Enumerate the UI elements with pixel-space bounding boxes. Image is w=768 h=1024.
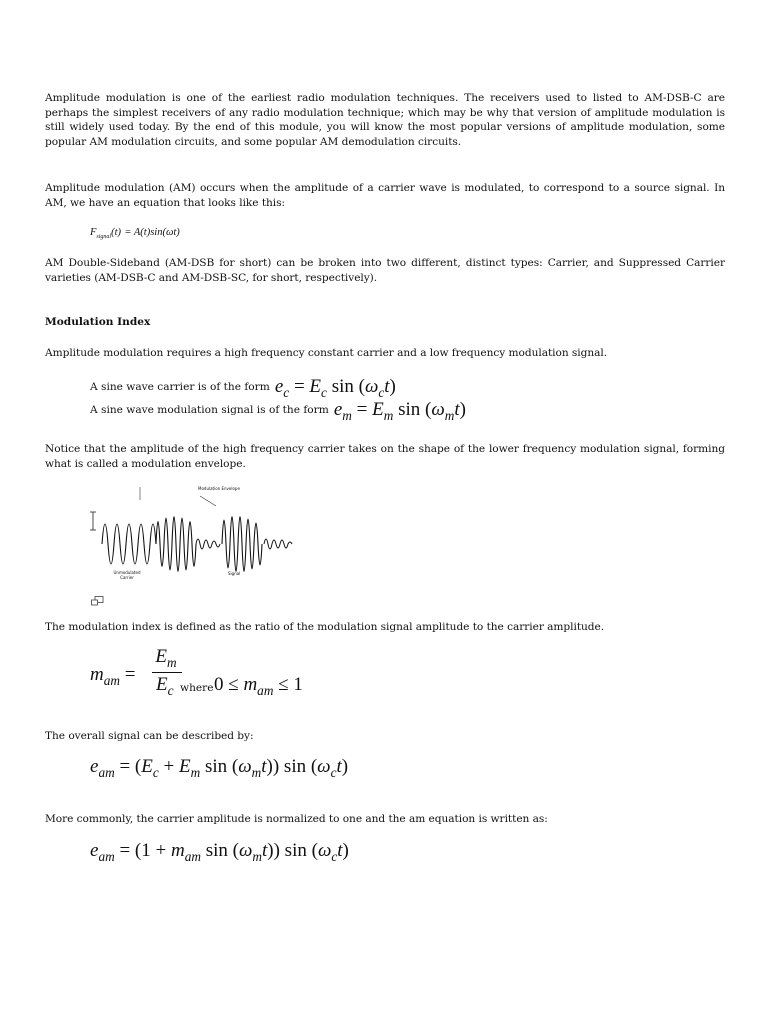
figure-label-signal: Signal: [228, 571, 241, 576]
am-definition-paragraph: Amplitude modulation (AM) occurs when the amplitude of a carrier wave is modulated, to correspond to a source signal. In AM, we have an equation that looks like this:: [45, 182, 725, 209]
section-heading: Modulation Index: [45, 316, 151, 328]
modulation-envelope-figure: [88, 484, 298, 584]
overall-signal-equation: $e_{am} = (E_c + E_m$ $\sin (\omega_mt)$) $\sin (\omega_ct)$: [90, 756, 349, 780]
index-where-word: where: [180, 682, 214, 694]
signal-eq-symbol: F: [90, 227, 97, 238]
expand-icon[interactable]: [91, 591, 104, 601]
figure-label-carrier: Unmodulated Carrier: [113, 570, 141, 580]
index-definition-paragraph: The modulation index is defined as the ratio of the modulation signal amplitude to the carrier amplitude.: [45, 621, 605, 633]
requirement-paragraph: Amplitude modulation requires a high frequency constant carrier and a low frequency modulation signal.: [45, 347, 608, 359]
signal-eq-arg: (t): [111, 227, 122, 238]
modulation-form-line: [90, 399, 466, 424]
carrier-equation: $e_c = E_c$ $\sin (\omega_ct)$: [274, 376, 396, 400]
expand-icon-svg: [91, 596, 104, 606]
dsb-types-paragraph: AM Double-Sideband (AM-DSB for short) can be broken into two different, distinct types: Carrier, and Suppressed Carrier varieties (AM-DSB-C and AM-DSB-SC, for short, respectively).: [45, 257, 725, 284]
normalized-equation: $e_{am} = (1 + m_{am}$ $\sin (\omega_mt)$) $\sin (\omega_ct)$: [90, 840, 349, 864]
overall-signal-paragraph: The overall signal can be described by:: [45, 730, 254, 742]
waveform-svg: [88, 484, 298, 584]
signal-eq-rhs: = A(t)sin(ωt): [124, 227, 180, 238]
figure-label-envelope: Modulation Envelope: [198, 486, 240, 491]
carrier-form-label: A sine wave carrier is of the form: [90, 381, 270, 393]
envelope-paragraph: Notice that the amplitude of the high frequency carrier takes on the shape of the lower frequency modulation signal, forming what is called a modulation envelope.: [45, 443, 725, 470]
modulation-equation: $e_m = E_m$ $\sin (\omega_mt)$: [333, 399, 466, 423]
intro-paragraph: Amplitude modulation is one of the earliest radio modulation techniques. The receivers used to listed to AM-DSB-C are perhaps the simplest receivers of any radio modulation technique; which may be why that version of amplitude modulation is still widely used today. By the end of this module, you will know the most popular versions of amplitude modulation, some popular AM modulation circuits, and some popular AM demodulation circuits.: [45, 92, 725, 148]
signal-equation: [90, 226, 180, 240]
carrier-form-line: [90, 376, 396, 401]
modulation-form-label: A sine wave modulation signal is of the form: [90, 404, 329, 416]
signal-eq-sub: signal: [96, 234, 112, 241]
normalized-paragraph: More commonly, the carrier amplitude is normalized to one and the am equation is written as:: [45, 813, 548, 825]
